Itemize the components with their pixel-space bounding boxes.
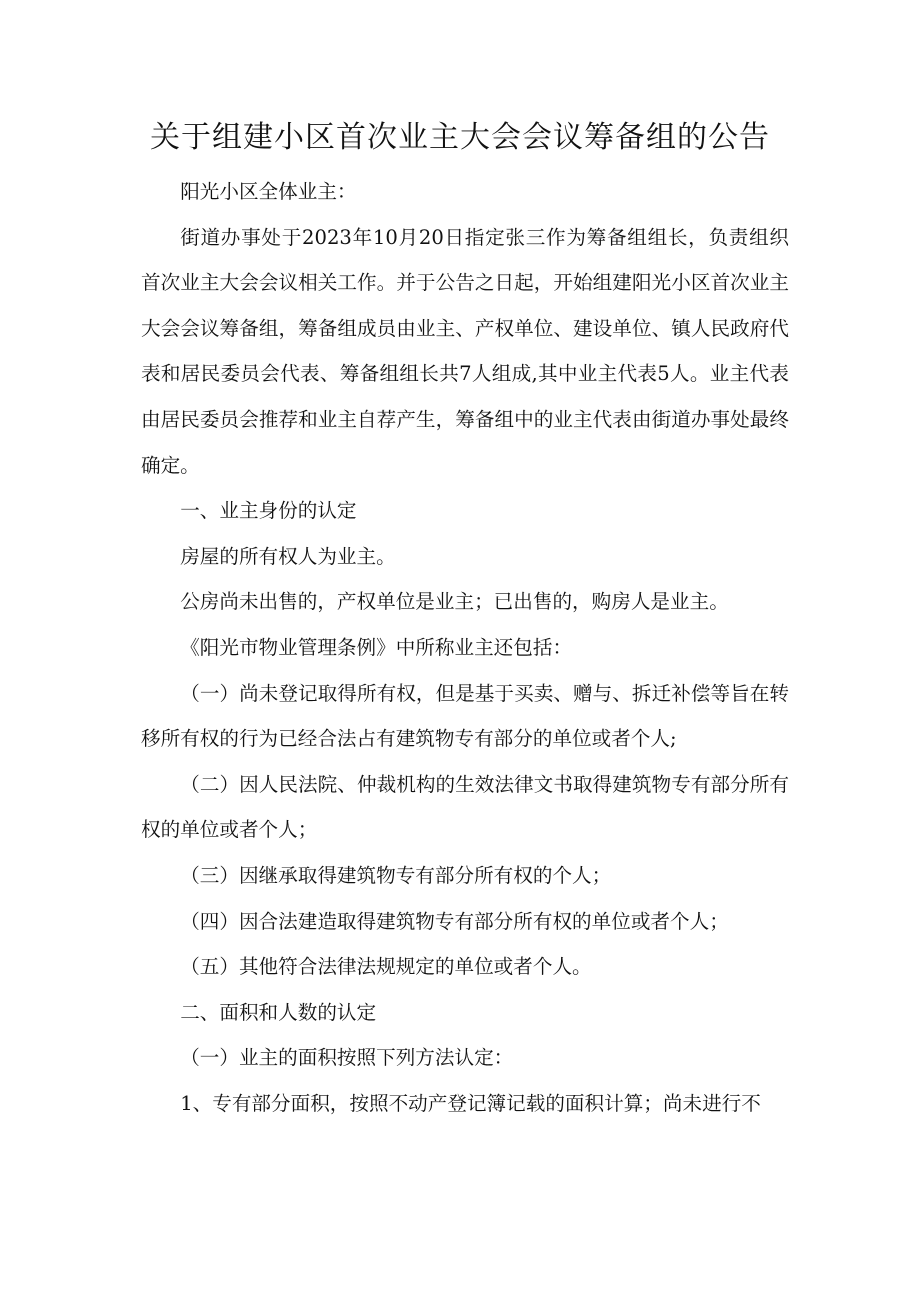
paragraph-area-rule-1: 1、专有部分面积，按照不动产登记簿记载的面积计算；尚未进行不: [180, 1091, 761, 1115]
sub-heading-area: （一）业主的面积按照下列方法认定：: [180, 1046, 514, 1070]
list-item-5: （五）其他符合法律法规规定的单位或者个人。: [180, 955, 592, 979]
document-body: [141, 169, 789, 1126]
salutation: 阳光小区全体业主：: [180, 180, 357, 203]
list-item-3: （三）因继承取得建筑物专有部分所有权的个人；: [180, 863, 612, 887]
section-heading-1: 一、业主身份的认定: [180, 499, 357, 523]
list-item-2: （二）因人民法院、仲裁机构的生效法律文书取得建筑物专有部分所有权的单位或者个人；: [141, 772, 789, 842]
list-item-1: （一）尚未登记取得所有权，但是基于买卖、赠与、拆迁补偿等旨在转移所有权的行为已经合法占有建筑物专有部分的单位或者个人;: [141, 681, 789, 751]
paragraph-owner-definition: 房屋的所有权人为业主。: [180, 544, 396, 568]
paragraph-intro: 街道办事处于2023年10月20日指定张三作为筹备组组长，负责组织首次业主大会会议相关工作。并于公告之日起，开始组建阳光小区首次业主大会会议筹备组，筹备组成员由业主、产权单位、建设单位、镇人民政府代表和居民委员会代表、筹备组组长共7人组成,其中业主代表5人。业主代表由居民委员会推荐和业主自荐产生，筹备组中的业主代表由街道办事处最终确定。: [141, 225, 789, 477]
paragraph-regulation-intro: 《阳光市物业管理条例》中所称业主还包括：: [180, 635, 573, 659]
paragraph-public-housing: 公房尚未出售的，产权单位是业主；已出售的，购房人是业主。: [180, 590, 729, 614]
section-heading-2: 二、面积和人数的认定: [180, 1000, 377, 1024]
document-title: 关于组建小区首次业主大会会议筹备组的公告: [150, 120, 770, 155]
list-item-4: （四）因合法建造取得建筑物专有部分所有权的单位或者个人；: [180, 909, 729, 933]
